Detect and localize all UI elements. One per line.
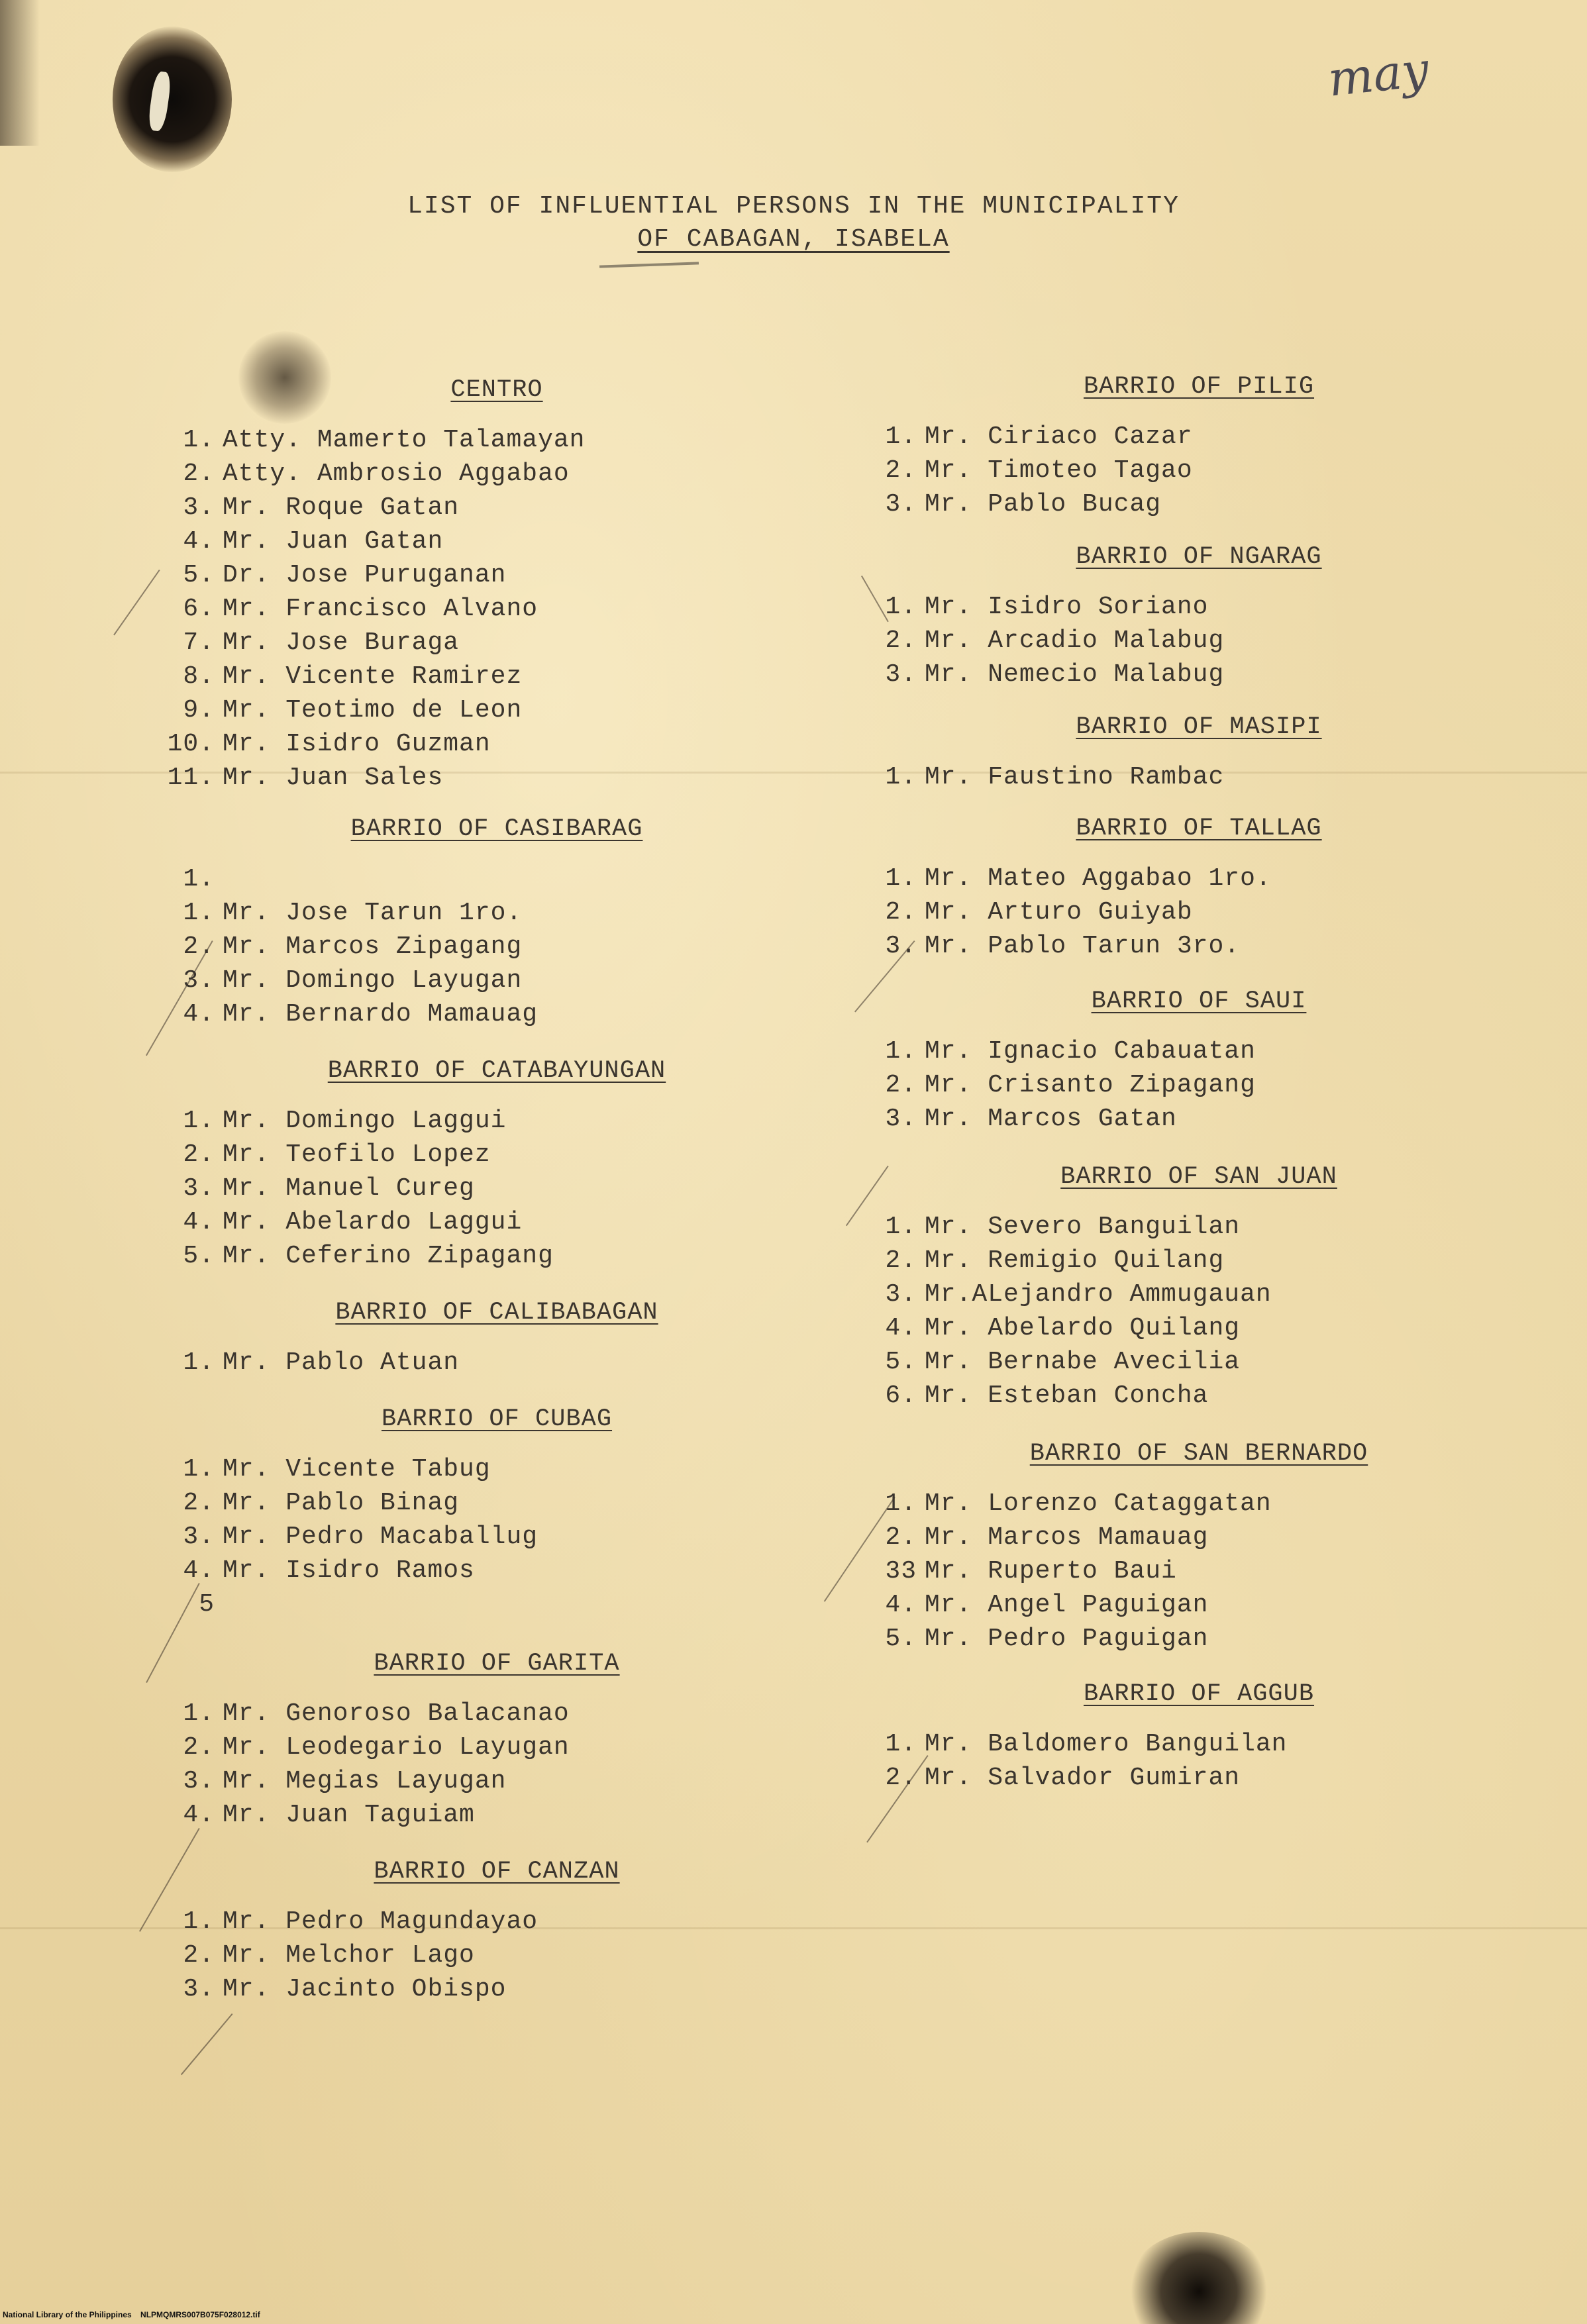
title-dash [599,262,699,268]
section-heading-text: BARRIO OF NGARAG [1076,543,1322,571]
barrio-section [868,1161,1530,1413]
person-list [166,1905,828,2006]
person-entry [868,590,1530,624]
person-entry [166,862,828,896]
person-name: Mr. Baldomero Banguilan [925,1730,1288,1758]
section-heading [868,1678,1530,1710]
right-column [868,371,1530,1815]
person-entry [868,1761,1530,1795]
person-entry [868,1345,1530,1379]
barrio-section [166,813,828,1031]
barrio-section [868,541,1530,691]
person-name: Mr. Salvador Gumiran [925,1764,1241,1792]
person-entry [166,1138,828,1172]
person-entry [166,1905,828,1939]
person-name: Mr. Isidro Soriano [925,593,1209,621]
barrio-section [166,1648,828,1832]
person-name: Mr. Pablo Tarun 3ro. [925,932,1241,960]
person-name: Mr. Marcos Gatan [925,1105,1177,1133]
person-name: Mr. Megias Layugan [223,1767,507,1795]
barrio-section [166,1055,828,1273]
person-name: Mr. Mateo Aggabao 1ro. [925,864,1272,893]
entry-number: 1. [885,423,917,451]
person-entry [868,760,1530,794]
entry-number: 1. [885,1730,917,1758]
person-entry [868,658,1530,691]
entry-number: 1. [183,899,215,927]
person-entry [868,862,1530,895]
person-entry [868,1554,1530,1588]
barrio-section [868,711,1530,794]
entry-number: 5. [183,561,215,589]
entry-number: 3. [885,490,917,519]
person-entry [868,929,1530,963]
person-entry [868,1727,1530,1761]
person-name: Mr. Angel Paguigan [925,1591,1209,1619]
person-entry [166,592,828,626]
entry-number: 1. [183,1907,215,1936]
section-heading-text: BARRIO OF AGGUB [1083,1680,1315,1708]
entry-number: 1. [885,1037,917,1066]
section-heading-text: BARRIO OF TALLAG [1076,815,1322,842]
section-heading [868,541,1530,573]
person-name: Mr. Pedro Macaballug [223,1523,538,1551]
page-subtitle [0,225,1587,254]
person-list [166,1104,828,1273]
person-list [166,862,828,1031]
person-list [166,1452,828,1621]
section-heading [868,813,1530,844]
section-heading [166,813,828,845]
archive-footer: National Library of the Philippines NLPMQMRS007B075F028012.tif [3,2310,260,2319]
section-heading-text: BARRIO OF MASIPI [1076,713,1322,741]
entry-number: 9. [183,696,215,725]
entry-number: 2. [885,1246,917,1275]
person-name: Mr. Isidro Guzman [223,730,491,758]
barrio-section [868,1438,1530,1656]
entry-number: 2. [885,1523,917,1552]
person-entry [166,761,828,795]
entry-number: 1. [885,1490,917,1518]
person-name: Mr. Pablo Bucag [925,490,1162,519]
barrio-section [868,813,1530,963]
entry-number: 3. [183,1767,215,1795]
person-entry [166,1104,828,1138]
person-name: Mr. Jose Tarun 1ro. [223,899,523,927]
entry-number: 3. [183,1174,215,1203]
person-entry [868,1102,1530,1136]
person-name: Mr. Pedro Paguigan [925,1625,1209,1653]
entry-number: 6. [885,1382,917,1410]
person-name: Mr. Marcos Mamauag [925,1523,1209,1552]
section-heading [868,711,1530,743]
person-name: Mr. Manuel Cureg [223,1174,475,1203]
person-entry [166,1172,828,1205]
entry-number: 4. [183,1208,215,1237]
section-heading [166,374,828,406]
person-entry [166,558,828,592]
entry-number: 4. [183,1556,215,1585]
person-entry [166,491,828,525]
person-entry [166,1205,828,1239]
person-name: Mr. Arturo Guiyab [925,898,1193,927]
person-entry [868,487,1530,521]
person-entry [868,624,1530,658]
person-name: Mr. Jacinto Obispo [223,1975,507,2003]
person-entry [166,997,828,1031]
person-name: Atty. Mamerto Talamayan [223,426,586,454]
person-name: Mr.ALejandro Ammugauan [925,1280,1272,1309]
burn-stain [1126,2232,1272,2324]
person-name: Mr. Juan Sales [223,764,444,792]
section-heading-text: BARRIO OF CANZAN [374,1858,620,1886]
person-entry [868,1379,1530,1413]
person-name: Mr. Abelardo Quilang [925,1314,1241,1342]
entry-number: 11. [167,764,215,792]
section-heading [166,1648,828,1680]
edge-stain [0,0,40,146]
person-entry [166,1798,828,1832]
person-name: Mr. Faustino Rambac [925,763,1225,791]
person-entry [166,693,828,727]
entry-number: 2. [183,1489,215,1517]
person-entry [868,1244,1530,1278]
entry-number: 3. [885,1280,917,1309]
entry-number: 4. [885,1591,917,1619]
section-heading-text: CENTRO [450,376,543,404]
barrio-section [166,374,828,795]
person-name: Mr. Vicente Tabug [223,1455,491,1484]
person-name: Mr. Vicente Ramirez [223,662,523,691]
person-name: Mr. Leodegario Layugan [223,1733,570,1762]
entry-number: 2. [885,1071,917,1099]
entry-number: 10. [167,730,215,758]
person-entry [166,964,828,997]
entry-number: 1. [183,1455,215,1484]
person-name: Mr. Ruperto Baui [925,1557,1177,1586]
person-name: Mr. Lorenzo Cataggatan [925,1490,1272,1518]
entry-number: 2. [183,460,215,488]
person-entry [868,1210,1530,1244]
person-list [868,1210,1530,1413]
person-name: Mr. Pablo Binag [223,1489,460,1517]
person-name: Mr. Bernardo Mamauag [223,1000,538,1029]
person-entry [166,1764,828,1798]
person-entry [166,1346,828,1380]
person-name: Mr. Pedro Magundayao [223,1907,538,1936]
person-list [868,1727,1530,1795]
entry-number: 4. [183,527,215,556]
entry-number: 4. [885,1314,917,1342]
entry-number: 3. [885,1105,917,1133]
person-entry [868,1311,1530,1345]
person-list [166,1346,828,1380]
section-heading [868,1161,1530,1193]
person-entry [868,895,1530,929]
entry-number: 3. [183,493,215,522]
person-name: Mr. Abelardo Laggui [223,1208,523,1237]
entry-number: 4. [183,1000,215,1029]
barrio-section [166,1856,828,2006]
person-list [868,420,1530,521]
person-name: Mr. Ignacio Cabauatan [925,1037,1256,1066]
person-name: Mr. Remigio Quilang [925,1246,1225,1275]
person-entry [868,1278,1530,1311]
person-entry [166,727,828,761]
section-heading-text: BARRIO OF SAN BERNARDO [1029,1440,1368,1468]
person-name: Mr. Melchor Lago [223,1941,475,1970]
section-heading [868,371,1530,403]
barrio-section [868,371,1530,521]
person-entry [868,1035,1530,1068]
person-list [868,760,1530,794]
person-name: Mr. Francisco Alvano [223,595,538,623]
entry-number: 2. [183,1733,215,1762]
person-entry [868,454,1530,487]
person-name: Mr. Arcadio Malabug [925,627,1225,655]
entry-number: 5. [183,1242,215,1270]
person-name: Mr. Bernabe Avecilia [925,1348,1241,1376]
person-name: Mr. Roque Gatan [223,493,460,522]
person-entry [166,1697,828,1731]
person-entry [868,1622,1530,1656]
person-entry [166,626,828,660]
entry-number: 2. [183,933,215,961]
person-entry [868,1521,1530,1554]
person-list [166,1697,828,1832]
person-list [868,590,1530,691]
handwritten-note: may [1325,41,1431,107]
person-entry [166,457,828,491]
person-list [868,1035,1530,1136]
person-entry [166,1239,828,1273]
person-entry [166,930,828,964]
person-name: Atty. Ambrosio Aggabao [223,460,570,488]
pen-mark [113,570,160,635]
person-name: Mr. Jose Buraga [223,629,460,657]
person-entry [868,420,1530,454]
person-name: Mr. Severo Banguilan [925,1213,1241,1241]
person-entry [166,1972,828,2006]
person-entry [166,1452,828,1486]
entry-number: 2. [183,1941,215,1970]
section-heading-text: BARRIO OF SAUI [1091,987,1307,1015]
person-entry [868,1068,1530,1102]
section-heading [868,1438,1530,1470]
person-name: Mr. Domingo Layugan [223,966,523,995]
entry-number: 3. [183,1975,215,2003]
person-list [166,423,828,795]
entry-number: 6. [183,595,215,623]
section-heading [868,985,1530,1017]
person-entry [166,423,828,457]
section-heading [166,1403,828,1435]
person-name: Mr. Teotimo de Leon [223,696,523,725]
section-heading [166,1856,828,1888]
section-heading-text: BARRIO OF CALIBABAGAN [335,1299,658,1327]
person-name: Mr. Timoteo Tagao [925,456,1193,485]
person-list [868,862,1530,963]
person-entry [166,896,828,930]
barrio-section [166,1297,828,1380]
person-name: Mr. Ciriaco Cazar [925,423,1193,451]
section-heading [166,1055,828,1087]
entry-number: 8. [183,662,215,691]
section-heading-text: BARRIO OF PILIG [1083,373,1315,401]
person-name: Mr. Ceferino Zipagang [223,1242,554,1270]
page-title: LIST OF INFLUENTIAL PERSONS IN THE MUNICIPALITY [407,192,1180,221]
barrio-section [868,1678,1530,1795]
person-name: Mr. Pablo Atuan [223,1348,460,1377]
entry-number: 1. [183,1699,215,1728]
section-heading-text: BARRIO OF CASIBARAG [350,815,643,843]
section-heading-text: BARRIO OF SAN JUAN [1060,1163,1337,1191]
person-entry [166,1520,828,1554]
person-entry [868,1487,1530,1521]
page-subtitle-text: OF CABAGAN, ISABELA [637,225,950,254]
entry-number: 1. [885,1213,917,1241]
person-entry [166,1939,828,1972]
person-entry [166,1554,828,1588]
entry-number: 3. [885,660,917,689]
barrio-section [868,985,1530,1136]
entry-number: 1. [183,1348,215,1377]
person-entry [868,1588,1530,1622]
entry-number: 1. [183,865,215,893]
entry-number: 5. [885,1625,917,1653]
entry-number: 1. [885,864,917,893]
entry-number: 3. [183,966,215,995]
entry-number: 1. [885,593,917,621]
entry-number: 1. [183,426,215,454]
person-name: Mr. Juan Taguiam [223,1801,475,1829]
entry-number: 3. [183,1523,215,1551]
person-entry [166,660,828,693]
person-name: Mr. Genoroso Balacanao [223,1699,570,1728]
person-name: Mr. Nemecio Malabug [925,660,1225,689]
entry-number: 2. [885,456,917,485]
person-name: Mr. Domingo Laggui [223,1107,507,1135]
person-entry [166,1486,828,1520]
person-name: Mr. Marcos Zipagang [223,933,523,961]
person-entry [166,1731,828,1764]
entry-number: 2. [885,1764,917,1792]
person-name: Mr. Crisanto Zipagang [925,1071,1256,1099]
entry-number: 5 [199,1590,215,1619]
entry-number: 5. [885,1348,917,1376]
burn-stain [113,26,232,172]
person-name: Mr. Isidro Ramos [223,1556,475,1585]
section-heading-text: BARRIO OF CUBAG [381,1405,613,1433]
person-list [868,1487,1530,1656]
person-name: Dr. Jose Puruganan [223,561,507,589]
section-heading-text: BARRIO OF CATABAYUNGAN [327,1057,666,1085]
person-name: Mr. Teofilo Lopez [223,1140,491,1169]
entry-number: 2. [885,627,917,655]
entry-number: 4. [183,1801,215,1829]
entry-number: 33 [885,1557,917,1586]
entry-number: 1. [885,763,917,791]
entry-number: 1. [183,1107,215,1135]
entry-number: 2. [183,1140,215,1169]
section-heading-text: BARRIO OF GARITA [374,1650,620,1678]
person-name: Mr. Juan Gatan [223,527,444,556]
entry-number: 3. [885,932,917,960]
entry-number: 2. [885,898,917,927]
person-entry [166,1588,828,1621]
person-entry [166,525,828,558]
person-name: Mr. Esteban Concha [925,1382,1209,1410]
left-column [166,374,828,2026]
section-heading [166,1297,828,1329]
barrio-section [166,1403,828,1621]
entry-number: 7. [183,629,215,657]
